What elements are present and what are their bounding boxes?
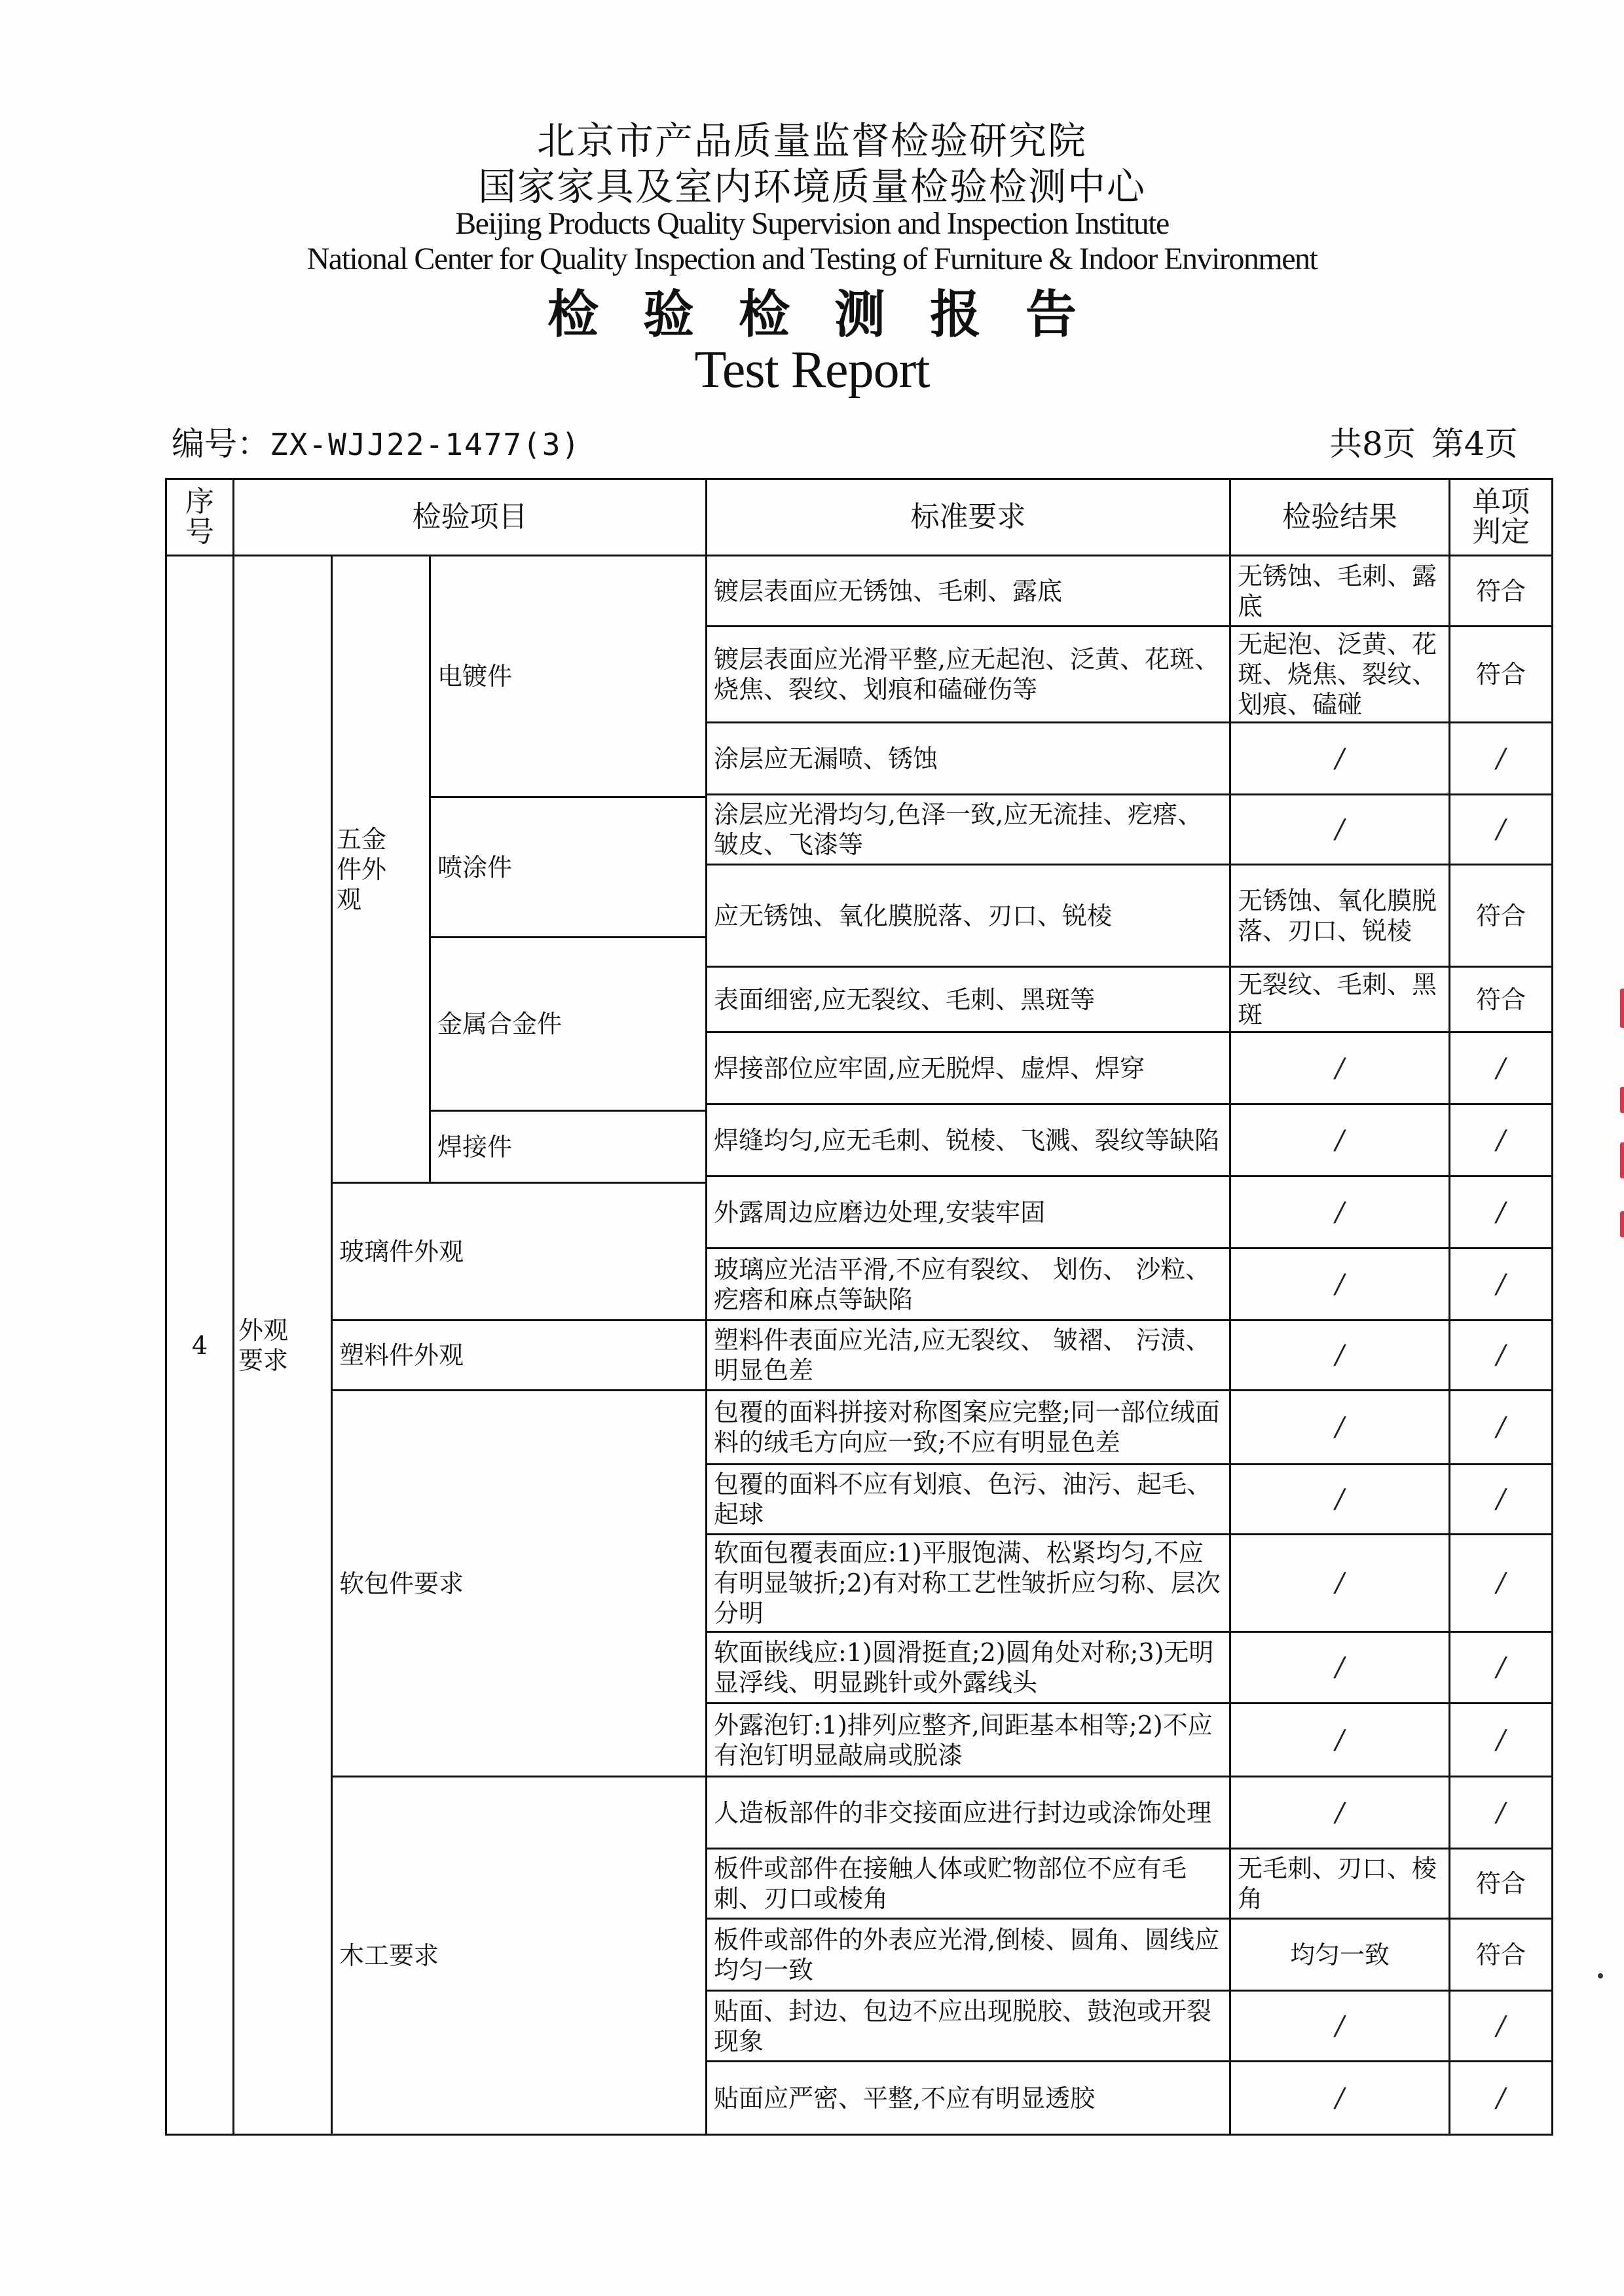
result-cell: 无锈蚀、毛刺、露底 xyxy=(1229,555,1450,627)
standard-cell: 外露周边应磨边处理,安装牢固 xyxy=(705,1175,1231,1249)
subgroup-alloy: 金属合金件 xyxy=(429,936,707,1112)
page-count xyxy=(1329,418,1534,465)
verdict-cell: / xyxy=(1449,2060,1553,2136)
group-soft: 软包件要求 xyxy=(331,1389,707,1777)
verdict-cell: 符合 xyxy=(1449,1848,1553,1920)
verdict-cell: / xyxy=(1449,1463,1553,1535)
result-cell: / xyxy=(1229,1389,1450,1465)
report-number-value: ZX-WJJ22-1477(3) xyxy=(270,427,581,462)
seal-fragment xyxy=(1620,1087,1624,1113)
group-hardware: 五金件外观 xyxy=(331,555,431,1184)
seal-fragment xyxy=(1620,989,1624,1028)
center-name-cn: 国家家具及室内环境质量检验检测中心 xyxy=(477,164,1146,209)
verdict-cell: 符合 xyxy=(1449,1918,1553,1992)
verdict-cell: / xyxy=(1449,1776,1553,1850)
result-cell: 均匀一致 xyxy=(1229,1918,1450,1992)
report-title-en: Test Report xyxy=(694,341,930,399)
header-seq: 序号 xyxy=(165,478,234,556)
standard-cell: 涂层应无漏喷、锈蚀 xyxy=(705,721,1231,795)
verdict-cell: / xyxy=(1449,793,1553,866)
report-title-cn: 检验检测报告 xyxy=(547,285,1121,344)
subgroup-weld: 焊接件 xyxy=(429,1110,707,1184)
result-cell: / xyxy=(1229,1247,1450,1321)
institute-name-en: Beijing Products Quality Supervision and Inspection Institute xyxy=(455,206,1169,241)
verdict-cell: / xyxy=(1449,1031,1553,1105)
standard-cell: 焊接部位应牢固,应无脱焊、虚焊、焊穿 xyxy=(705,1031,1231,1105)
result-cell: / xyxy=(1229,793,1450,866)
group-plastic: 塑料件外观 xyxy=(331,1319,707,1391)
result-cell: / xyxy=(1229,1031,1450,1105)
standard-cell: 应无锈蚀、氧化膜脱落、刃口、锐棱 xyxy=(705,864,1231,968)
verdict-cell: 符合 xyxy=(1449,555,1553,627)
report-number-label: 编号： xyxy=(172,425,270,463)
header-item: 检验项目 xyxy=(232,478,707,556)
standard-cell: 板件或部件的外表应光滑,倒棱、圆角、圆线应均匀一致 xyxy=(705,1918,1231,1992)
verdict-cell: / xyxy=(1449,1319,1553,1391)
result-cell: / xyxy=(1229,1631,1450,1704)
result-cell: 无毛刺、刃口、棱角 xyxy=(1229,1848,1450,1920)
standard-cell: 外露泡钉:1)排列应整齐,间距基本相等;2)不应有泡钉明显敲扁或脱漆 xyxy=(705,1702,1231,1777)
result-cell: 无裂纹、毛刺、黑斑 xyxy=(1229,966,1450,1033)
group-wood: 木工要求 xyxy=(331,1776,707,2136)
standard-cell: 贴面、封边、包边不应出现脱胶、鼓泡或开裂现象 xyxy=(705,1990,1231,2062)
subgroup-plating: 电镀件 xyxy=(429,555,707,798)
verdict-cell: 符合 xyxy=(1449,966,1553,1033)
standard-cell: 板件或部件在接触人体或贮物部位不应有毛刺、刃口或棱角 xyxy=(705,1848,1231,1920)
verdict-cell: 符合 xyxy=(1449,864,1553,968)
verdict-cell: / xyxy=(1449,1702,1553,1777)
current-page: 第4页 xyxy=(1431,425,1518,463)
group-glass: 玻璃件外观 xyxy=(331,1182,707,1321)
standard-cell: 焊缝均匀,应无毛刺、锐棱、飞溅、裂纹等缺陷 xyxy=(705,1103,1231,1177)
seal-fragment xyxy=(1620,1211,1624,1237)
standard-cell: 玻璃应光洁平滑,不应有裂纹、 划伤、 沙粒、 疙瘩和麻点等缺陷 xyxy=(705,1247,1231,1321)
verdict-cell: / xyxy=(1449,1533,1553,1633)
seq-cell: 4 xyxy=(165,555,234,2136)
verdict-cell: / xyxy=(1449,1175,1553,1249)
inspection-table xyxy=(167,480,1553,2136)
result-cell: / xyxy=(1229,1319,1450,1391)
standard-cell: 镀层表面应无锈蚀、毛刺、露底 xyxy=(705,555,1231,627)
institute-name-cn: 北京市产品质量监督检验研究院 xyxy=(536,118,1087,163)
verdict-cell: / xyxy=(1449,1389,1553,1465)
result-cell: / xyxy=(1229,1990,1450,2062)
result-cell: / xyxy=(1229,721,1450,795)
subgroup-spray: 喷涂件 xyxy=(429,796,707,938)
header-verdict: 单项判定 xyxy=(1449,478,1553,556)
scan-speck xyxy=(1598,1973,1603,1978)
result-cell: / xyxy=(1229,2060,1450,2136)
result-cell: / xyxy=(1229,1776,1450,1850)
seal-fragment xyxy=(1620,1142,1624,1178)
center-name-en: National Center for Quality Inspection and Testing of Furniture & Indoor Environment xyxy=(306,242,1318,276)
standard-cell: 镀层表面应光滑平整,应无起泡、泛黄、花斑、烧焦、裂纹、划痕和磕碰伤等 xyxy=(705,625,1231,723)
report-number xyxy=(172,418,581,465)
verdict-cell: / xyxy=(1449,1103,1553,1177)
standard-cell: 涂层应光滑均匀,色泽一致,应无流挂、疙瘩、皱皮、飞漆等 xyxy=(705,793,1231,866)
standard-cell: 软面嵌线应:1)圆滑挺直;2)圆角处对称;3)无明显浮线、明显跳针或外露线头 xyxy=(705,1631,1231,1704)
verdict-cell: / xyxy=(1449,1247,1553,1321)
result-cell: 无起泡、泛黄、花斑、烧焦、裂纹、划痕、磕碰 xyxy=(1229,625,1450,723)
result-cell: / xyxy=(1229,1463,1450,1535)
result-cell: / xyxy=(1229,1702,1450,1777)
standard-cell: 表面细密,应无裂纹、毛刺、黑斑等 xyxy=(705,966,1231,1033)
standard-cell: 贴面应严密、平整,不应有明显透胶 xyxy=(705,2060,1231,2136)
result-cell: / xyxy=(1229,1533,1450,1633)
header-result: 检验结果 xyxy=(1229,478,1450,556)
standard-cell: 包覆的面料不应有划痕、色污、油污、起毛、起球 xyxy=(705,1463,1231,1535)
verdict-cell: / xyxy=(1449,721,1553,795)
standard-cell: 塑料件表面应光洁,应无裂纹、 皱褶、 污渍、 明显色差 xyxy=(705,1319,1231,1391)
category-cell: 外观要求 xyxy=(232,555,333,2136)
total-pages: 共8页 xyxy=(1329,425,1416,463)
verdict-cell: / xyxy=(1449,1990,1553,2062)
result-cell: / xyxy=(1229,1103,1450,1177)
standard-cell: 软面包覆表面应:1)平服饱满、松紧均匀,不应有明显皱折;2)有对称工艺性皱折应匀称、层次分明 xyxy=(705,1533,1231,1633)
verdict-cell: 符合 xyxy=(1449,625,1553,723)
standard-cell: 包覆的面料拼接对称图案应完整;同一部位绒面料的绒毛方向应一致;不应有明显色差 xyxy=(705,1389,1231,1465)
header-standard: 标准要求 xyxy=(705,478,1231,556)
result-cell: 无锈蚀、氧化膜脱落、刃口、锐棱 xyxy=(1229,864,1450,968)
verdict-cell: / xyxy=(1449,1631,1553,1704)
result-cell: / xyxy=(1229,1175,1450,1249)
standard-cell: 人造板部件的非交接面应进行封边或涂饰处理 xyxy=(705,1776,1231,1850)
